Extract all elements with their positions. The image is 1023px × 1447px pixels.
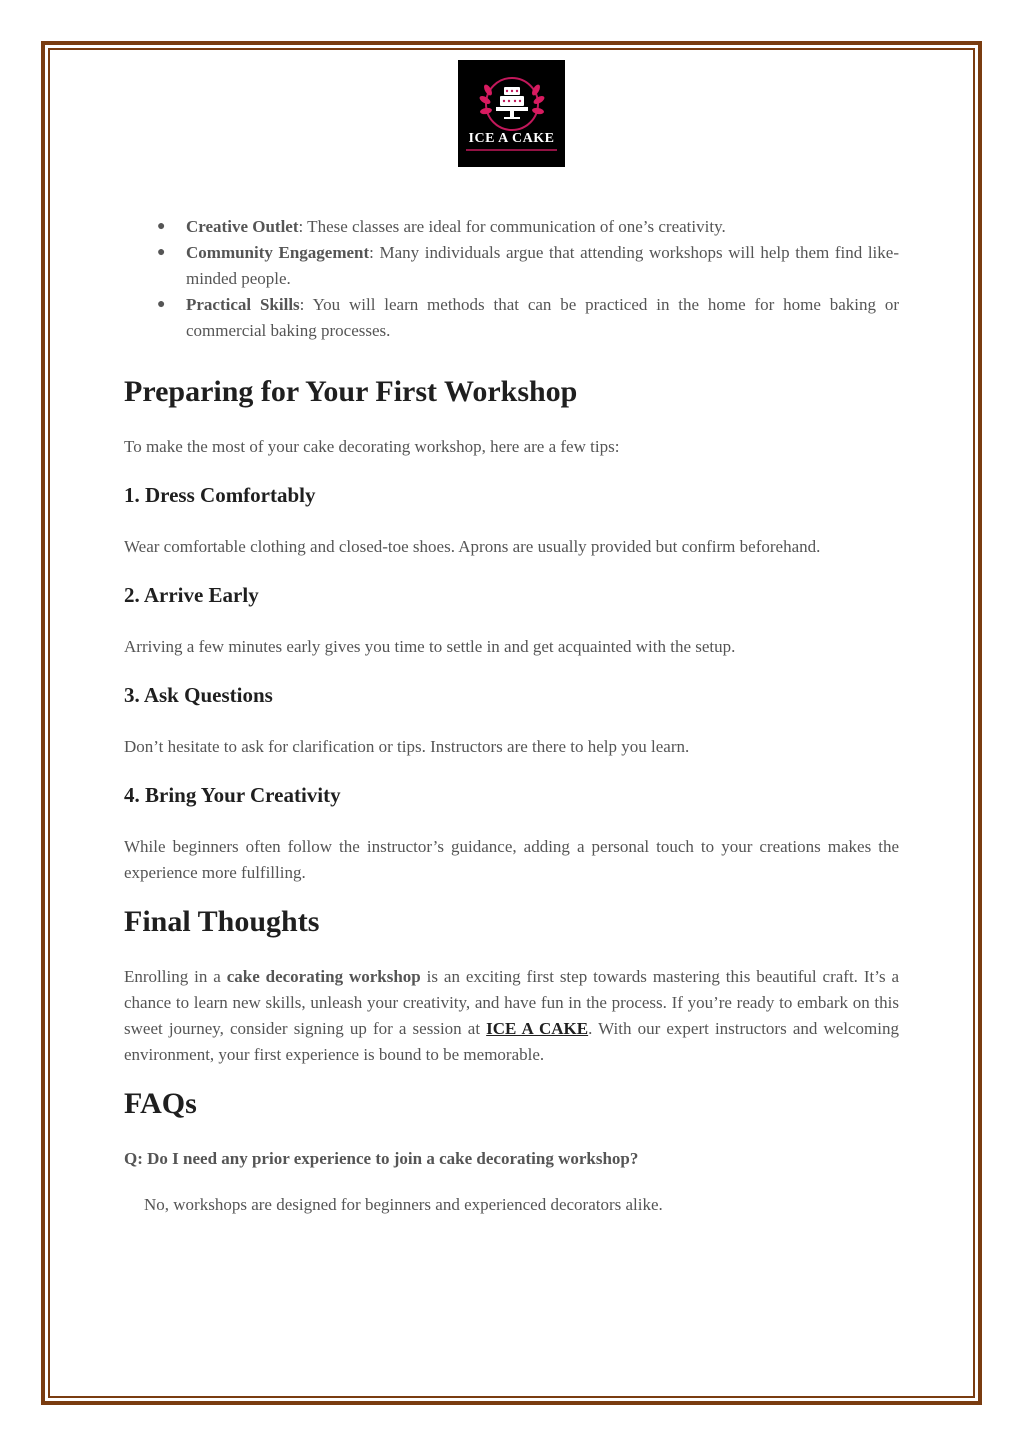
bullet-icon: ● (157, 219, 166, 234)
bullet-title: Creative Outlet (186, 217, 299, 236)
bold-text: cake decorating workshop (226, 967, 421, 986)
list-item (124, 214, 899, 240)
benefits-list (124, 214, 899, 344)
ice-a-cake-link[interactable]: ICE A CAKE (486, 1019, 589, 1038)
final-thoughts-paragraph (124, 964, 899, 1068)
tip-title: 4. Bring Your Creativity (124, 783, 341, 807)
bullet-text: : Many individuals argue that attending workshops will help them find like-minded people. (186, 243, 899, 288)
text-run: Enrolling in a (124, 967, 227, 986)
faq-answer: No, workshops are designed for beginners and experienced decorators alike. (144, 1195, 663, 1214)
cake-logo-icon (458, 60, 565, 167)
tip-body: Wear comfortable clothing and closed-toe shoes. Aprons are usually provided but confirm beforehand. (124, 537, 821, 556)
tip-body: Arriving a few minutes early gives you time to settle in and get acquainted with the setup. (124, 637, 736, 656)
section-heading-faqs: FAQs (124, 1087, 197, 1120)
text-run: . With our expert instructors and welcoming environment, your first experience is bound to be memorable. (124, 1019, 900, 1064)
tip-title: 1. Dress Comfortably (124, 483, 316, 507)
bullet-text: : These classes are ideal for communication of one’s creativity. (298, 217, 726, 236)
document-body (124, 214, 899, 1218)
tip-title: 3. Ask Questions (124, 683, 273, 707)
faq-question: Q: Do I need any prior experience to join a cake decorating workshop? (124, 1149, 639, 1168)
bullet-icon: ● (157, 297, 166, 312)
bullet-text: : You will learn methods that can be practiced in the home for home baking or commercial baking processes. (186, 295, 899, 340)
logo-text: ICE A CAKE (468, 131, 555, 146)
tip-body: While beginners often follow the instructor’s guidance, adding a personal touch to your creations makes the experience more fulfilling. (124, 837, 899, 882)
bullet-title: Practical Skills (186, 295, 300, 314)
tip-body: Don’t hesitate to ask for clarification or tips. Instructors are there to help you learn. (124, 737, 690, 756)
section-intro: To make the most of your cake decorating workshop, here are a few tips: (124, 437, 620, 456)
list-item (124, 292, 899, 344)
text-run: is an exciting first step towards mastering this beautiful craft. It’s a chance to learn new skills, unleash your creativity, and have fun in the process. If you’re ready to embark on this sweet journey, consider signing up for a session at (124, 967, 900, 1038)
bullet-icon: ● (157, 245, 166, 260)
ice-a-cake-logo (458, 60, 565, 167)
section-heading-preparing: Preparing for Your First Workshop (124, 375, 578, 408)
tip-title: 2. Arrive Early (124, 583, 259, 607)
list-item (124, 240, 899, 292)
bullet-title: Community Engagement (186, 243, 370, 262)
section-heading-final-thoughts: Final Thoughts (124, 905, 320, 938)
